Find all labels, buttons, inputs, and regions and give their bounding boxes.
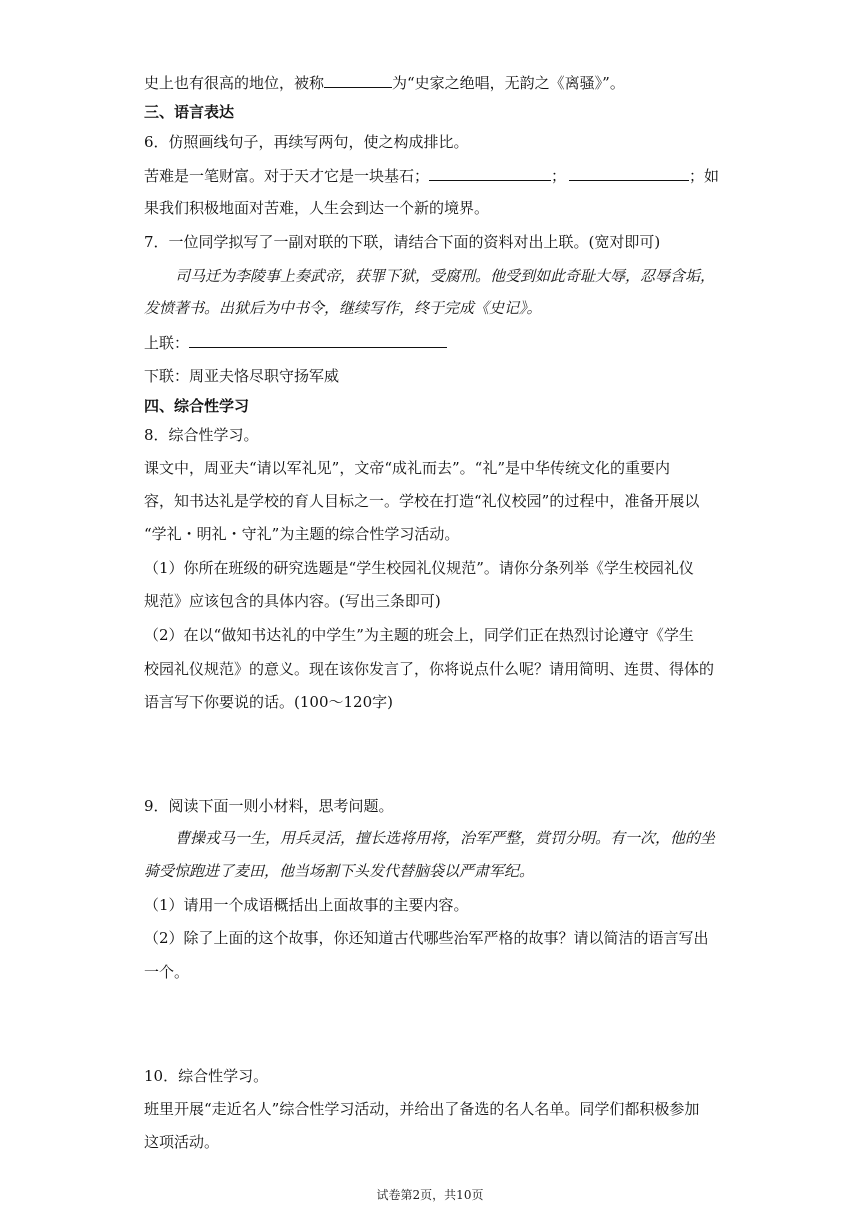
q6-sep1: ；: [551, 167, 567, 185]
section4-title: 四、综合性学习: [144, 397, 250, 415]
q9-material-line1: 曹操戎马一生，用兵灵活，擅长选将用将，治军严整，赏罚分明。有一次，他的坐: [175, 829, 716, 847]
section3-title: 三、语言表达: [144, 103, 235, 121]
q8-intro-line2: 容，知书达礼是学校的育人目标之一。学校在打造“礼仪校园”的过程中，准备开展以: [144, 492, 700, 510]
q6-line2: 果我们积极地面对苦难，人生会到达一个新的境界。: [144, 199, 490, 217]
q7-prompt: 7．一位同学拟写了一副对联的下联，请结合下面的资料对出上联。(宽对即可): [144, 233, 661, 251]
q6-line1-start: 苦难是一笔财富。对于天才它是一块基石；: [144, 167, 430, 185]
page-footer: 试卷第2页，共10页: [376, 1188, 484, 1202]
q10-line2: 这项活动。: [144, 1133, 220, 1151]
q9-sub2-line2: 一个。: [144, 963, 190, 981]
q8-prompt: 8．综合性学习。: [144, 426, 259, 444]
q7-lower: 下联：周亚夫恪尽职守扬军威: [144, 367, 340, 385]
q9-sub2-line1: （2）除了上面的这个故事，你还知道古代哪些治军严格的故事？请以简洁的语言写出: [144, 929, 709, 947]
q8-sub1-line2: 规范》应该包含的具体内容。(写出三条即可): [144, 592, 441, 610]
q9-prompt: 9．阅读下面一则小材料，思考问题。: [144, 797, 394, 815]
q8-sub1-line1: （1）你所在班级的研究选题是“学生校园礼仪规范”。请你分条列举《学生校园礼仪: [144, 559, 694, 577]
q7-material-line1: 司马迁为李陵事上奏武帝，获罪下狱，受腐刑。他受到如此奇耻大辱，忍辱含垢，: [175, 267, 716, 285]
q8-intro-line1: 课文中，周亚夫“请以军礼见”，文帝“成礼而去”。“礼”是中华传统文化的重要内: [144, 459, 671, 477]
q5-answer-blank[interactable]: [324, 72, 392, 88]
q8-sub2-line1: （2）在以“做知书达礼的中学生”为主题的班会上，同学们正在热烈讨论遵守《学生: [144, 626, 694, 644]
q6-answer-blank-2[interactable]: [569, 165, 689, 181]
q6-line1: [144, 165, 719, 186]
q7-upper-blank[interactable]: [189, 332, 447, 348]
q6-answer-blank-1[interactable]: [429, 165, 551, 181]
q8-intro-line3: “学礼・明礼・守礼”为主题的综合性学习活动。: [144, 525, 460, 543]
q5-tail-before: 史上也有很高的地位，被称: [144, 74, 325, 92]
q6-prompt: 6．仿照画线句子，再续写两句，使之构成排比。: [144, 133, 469, 151]
q10-prompt: 10．综合性学习。: [144, 1067, 269, 1085]
q8-sub2-line2: 校园礼仪规范》的意义。现在该你发言了，你将说点什么呢？请用简明、连贯、得体的: [144, 660, 715, 678]
q7-material-line2: 发愤著书。出狱后为中书令，继续写作，终于完成《史记》。: [144, 299, 542, 317]
q9-material-line2: 骑受惊跑进了麦田，他当场割下头发代替脑袋以严肃军纪。: [144, 862, 535, 880]
q5-tail-after: 为“史家之绝唱，无韵之《离骚》”。: [392, 74, 625, 92]
q8-sub2-line3: 语言写下你要说的话。(100～120字): [144, 693, 393, 711]
q5-tail-line: [144, 72, 625, 93]
q9-sub1: （1）请用一个成语概括出上面故事的主要内容。: [144, 896, 469, 914]
q7-upper-line: [144, 332, 447, 353]
q10-line1: 班里开展“走近名人”综合性学习活动，并给出了备选的名人名单。同学们都积极参加: [144, 1100, 700, 1118]
q7-upper-label: 上联：: [144, 334, 190, 352]
q6-sep2: ；如: [689, 167, 720, 185]
